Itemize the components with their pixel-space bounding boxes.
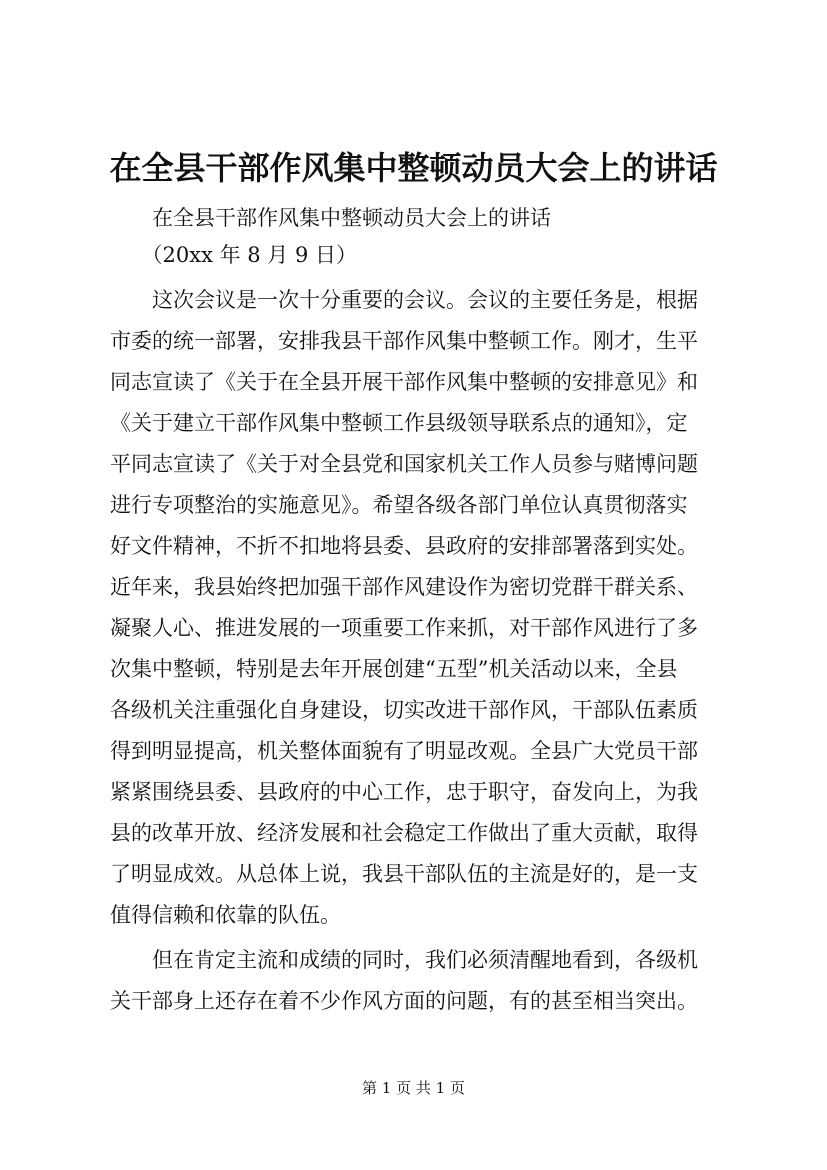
- date-line: （20xx 年 8 月 9 日）: [110, 243, 358, 267]
- body-line: 关干部身上还存在着不少作风方面的问题，有的甚至相当突出。: [110, 989, 698, 1013]
- subtitle-line: 在全县干部作风集中整顿动员大会上的讲话: [110, 206, 551, 230]
- body-line: 进行专项整治的实施意见》。希望各级各部门单位认真贯彻落实: [110, 493, 688, 517]
- body-line: 值得信赖和依靠的队伍。: [110, 903, 341, 927]
- body-line: 凝聚人心、推进发展的一项重要工作来抓，对干部作风进行了多: [110, 616, 698, 640]
- body-line: 《关于建立干部作风集中整顿工作县级领导联系点的通知》，定: [110, 411, 688, 435]
- body-line: 这次会议是一次十分重要的会议。会议的主要任务是，根据: [110, 288, 698, 312]
- body-line: 了明显成效。从总体上说，我县干部队伍的主流是好的，是一支: [110, 862, 698, 886]
- body-line: 平同志宣读了《关于对全县党和国家机关工作人员参与赌博问题: [110, 452, 698, 476]
- body-line: 得到明显提高，机关整体面貌有了明显改观。全县广大党员干部: [110, 739, 698, 763]
- body-line: 但在肯定主流和成绩的同时，我们必须清醒地看到，各级机: [110, 948, 698, 972]
- body-line: 各级机关注重强化自身建设，切实改进干部作风，干部队伍素质: [110, 698, 698, 722]
- body-line: 好文件精神，不折不扣地将县委、县政府的安排部署落到实处。: [110, 534, 698, 558]
- body-line: 同志宣读了《关于在全县开展干部作风集中整顿的安排意见》和: [110, 370, 698, 394]
- body-line: 市委的统一部署，安排我县干部作风集中整顿工作。刚才，生平: [110, 329, 698, 353]
- body-line: 次集中整顿，特别是去年开展创建“五型”机关活动以来，全县: [110, 657, 678, 681]
- page-number-footer: 第 1 页 共 1 页: [362, 1079, 465, 1097]
- body-line: 近年来，我县始终把加强干部作风建设作为密切党群干群关系、: [110, 575, 698, 599]
- body-line: 紧紧围绕县委、县政府的中心工作，忠于职守，奋发向上，为我: [110, 780, 698, 804]
- body-line: 县的改革开放、经济发展和社会稳定工作做出了重大贡献，取得: [110, 821, 698, 845]
- document-title: 在全县干部作风集中整顿动员大会上的讲话: [109, 149, 718, 187]
